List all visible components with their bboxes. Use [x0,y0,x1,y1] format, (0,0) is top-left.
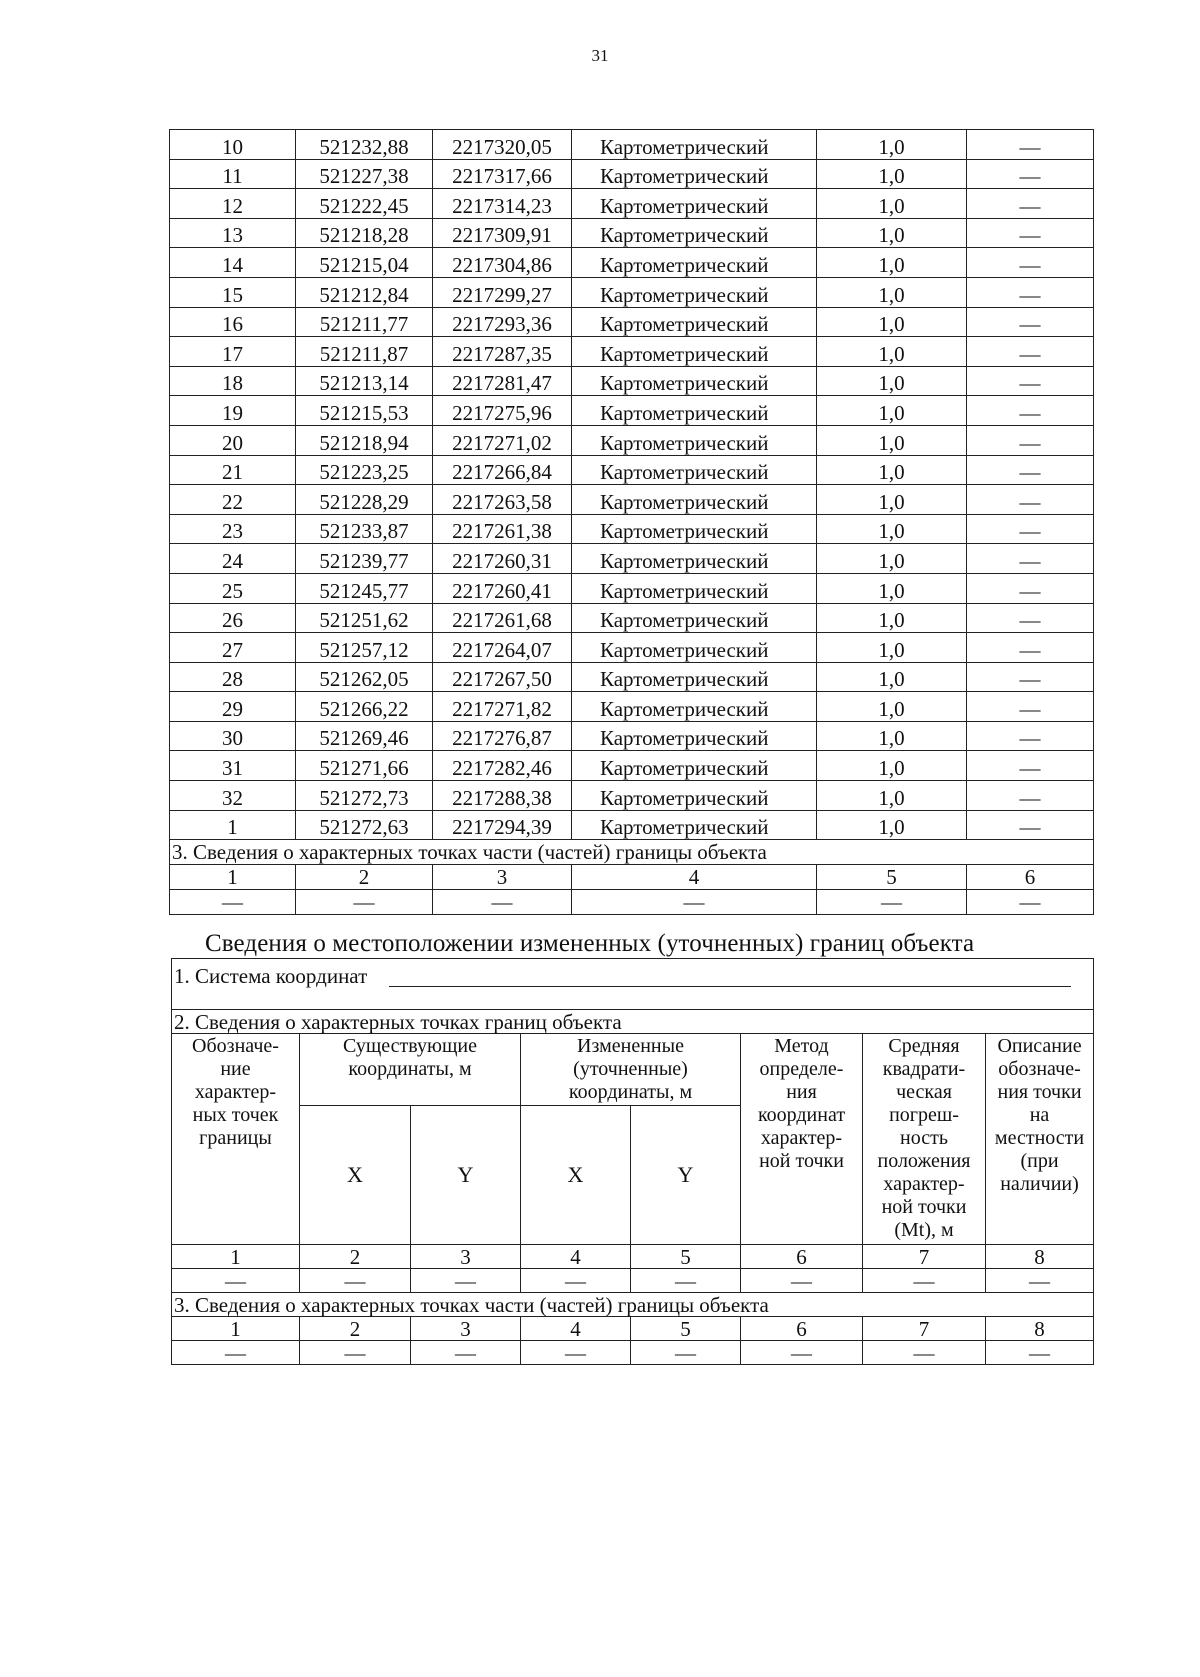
method-cell: Картометрический [572,248,817,278]
column-number-cell: 1 [170,865,296,890]
section3-column-numbers-row [172,1317,1094,1341]
error-cell: 1,0 [817,603,967,633]
x-coordinate-cell: 521257,12 [296,633,433,663]
empty-cell: — [411,1341,521,1365]
y-coordinate-cell: 2217271,02 [433,425,572,455]
changed-boundaries-table [171,958,1094,1365]
column-number-cell: 6 [741,1317,863,1341]
y-coordinate-cell: 2217314,23 [433,189,572,219]
table-row [170,366,1094,396]
point-number-cell: 14 [170,248,296,278]
x-coordinate-cell: 521272,73 [296,781,433,811]
method-cell: Картометрический [572,810,817,840]
column-numbers-row [172,1245,1094,1269]
method-cell: Картометрический [572,633,817,663]
empty-cell: — [863,1341,986,1365]
y-coordinate-cell: 2217293,36 [433,307,572,337]
error-cell: 1,0 [817,277,967,307]
column-number-cell: 3 [433,865,572,890]
method-cell: Картометрический [572,692,817,722]
table-row [170,633,1094,663]
x-coordinate-cell: 521212,84 [296,277,433,307]
table-row [170,455,1094,485]
y-coordinate-cell: 2217266,84 [433,455,572,485]
y-coordinate-cell: 2217304,86 [433,248,572,278]
x-coordinate-cell: 521269,46 [296,721,433,751]
x-coordinate-cell: 521218,28 [296,218,433,248]
point-number-cell: 15 [170,277,296,307]
x-coordinate-cell: 521218,94 [296,425,433,455]
y-coordinate-cell: 2217287,35 [433,337,572,367]
method-cell: Картометрический [572,603,817,633]
header-existing-x: X [300,1106,411,1245]
y-coordinate-cell: 2217260,31 [433,544,572,574]
description-cell: — [967,189,1094,219]
error-cell: 1,0 [817,485,967,515]
error-cell: 1,0 [817,189,967,219]
section3-title-row [172,1293,1094,1317]
method-cell: Картометрический [572,721,817,751]
method-cell: Картометрический [572,277,817,307]
y-coordinate-cell: 2217260,41 [433,573,572,603]
x-coordinate-cell: 521239,77 [296,544,433,574]
y-coordinate-cell: 2217275,96 [433,396,572,426]
method-cell: Картометрический [572,662,817,692]
coord-system-row [172,959,1094,988]
y-coordinate-cell: 2217264,07 [433,633,572,663]
description-cell: — [967,425,1094,455]
description-cell: — [967,603,1094,633]
point-number-cell: 24 [170,544,296,574]
point-number-cell: 22 [170,485,296,515]
x-coordinate-cell: 521215,53 [296,396,433,426]
point-number-cell: 18 [170,366,296,396]
empty-cell: — [572,890,817,915]
y-coordinate-cell: 2217281,47 [433,366,572,396]
table-row [170,307,1094,337]
column-number-cell: 2 [300,1245,411,1269]
table-row [170,810,1094,840]
column-number-cell: 5 [631,1245,741,1269]
method-cell: Картометрический [572,485,817,515]
y-coordinate-cell: 2217294,39 [433,810,572,840]
table-row [170,781,1094,811]
column-number-cell: 4 [521,1317,631,1341]
description-cell: — [967,366,1094,396]
header-changed-y: Y [631,1106,741,1245]
empty-cell: — [967,890,1094,915]
table-row [170,514,1094,544]
section3-empty-row [172,1341,1094,1365]
description-cell: — [967,751,1094,781]
column-number-cell: 7 [863,1245,986,1269]
point-number-cell: 23 [170,514,296,544]
column-number-cell: 1 [172,1317,300,1341]
table-row [170,248,1094,278]
coordinates-table [169,129,1094,915]
coord-system-value-line [389,968,1071,987]
header-designation: Обозначе- ние характер- ных точек границы [172,1034,300,1245]
empty-cell: — [300,1269,411,1293]
description-cell: — [967,514,1094,544]
table-row [170,485,1094,515]
method-cell: Картометрический [572,455,817,485]
section3-title: 3. Сведения о характерных точках части (частей) границы объекта [172,1293,1094,1317]
column-number-cell: 6 [967,865,1094,890]
x-coordinate-cell: 521251,62 [296,603,433,633]
method-cell: Картометрический [572,544,817,574]
y-coordinate-cell: 2217261,38 [433,514,572,544]
x-coordinate-cell: 521211,87 [296,337,433,367]
description-cell: — [967,455,1094,485]
description-cell: — [967,396,1094,426]
y-coordinate-cell: 2217276,87 [433,721,572,751]
error-cell: 1,0 [817,425,967,455]
empty-cell: — [521,1341,631,1365]
x-coordinate-cell: 521228,29 [296,485,433,515]
empty-cell: — [863,1269,986,1293]
header-description: Описание обозначе- ния точки на местности (при наличии) [986,1034,1094,1245]
point-number-cell: 16 [170,307,296,337]
empty-cell: — [521,1269,631,1293]
y-coordinate-cell: 2217282,46 [433,751,572,781]
y-coordinate-cell: 2217320,05 [433,130,572,160]
empty-cell: — [172,1269,300,1293]
table-row [170,159,1094,189]
error-cell: 1,0 [817,130,967,160]
y-coordinate-cell: 2217263,58 [433,485,572,515]
coord-system-label: 1. Система координат [174,964,368,988]
column-number-cell: 7 [863,1317,986,1341]
error-cell: 1,0 [817,307,967,337]
method-cell: Картометрический [572,514,817,544]
method-cell: Картометрический [572,396,817,426]
section2-title: 2. Сведения о характерных точках границ объекта [172,1010,1094,1034]
header-row-1 [172,1034,1094,1106]
blank-row [172,987,1094,1010]
error-cell: 1,0 [817,721,967,751]
point-number-cell: 31 [170,751,296,781]
method-cell: Картометрический [572,307,817,337]
x-coordinate-cell: 521222,45 [296,189,433,219]
error-cell: 1,0 [817,751,967,781]
method-cell: Картометрический [572,751,817,781]
point-number-cell: 26 [170,603,296,633]
empty-cell: — [170,890,296,915]
x-coordinate-cell: 521227,38 [296,159,433,189]
x-coordinate-cell: 521266,22 [296,692,433,722]
empty-cell: — [631,1269,741,1293]
table-row [170,721,1094,751]
empty-cell: — [741,1341,863,1365]
header-changed-x: X [521,1106,631,1245]
method-cell: Картометрический [572,366,817,396]
point-number-cell: 1 [170,810,296,840]
y-coordinate-cell: 2217267,50 [433,662,572,692]
method-cell: Картометрический [572,130,817,160]
error-cell: 1,0 [817,218,967,248]
error-cell: 1,0 [817,662,967,692]
x-coordinate-cell: 521271,66 [296,751,433,781]
x-coordinate-cell: 521223,25 [296,455,433,485]
y-coordinate-cell: 2217317,66 [433,159,572,189]
description-cell: — [967,544,1094,574]
column-number-cell: 5 [631,1317,741,1341]
description-cell: — [967,277,1094,307]
column-number-cell: 6 [741,1245,863,1269]
error-cell: 1,0 [817,514,967,544]
section3-title-row [170,840,1094,865]
point-number-cell: 21 [170,455,296,485]
error-cell: 1,0 [817,337,967,367]
method-cell: Картометрический [572,781,817,811]
column-number-cell: 8 [986,1245,1094,1269]
y-coordinate-cell: 2217261,68 [433,603,572,633]
method-cell: Картометрический [572,573,817,603]
description-cell: — [967,662,1094,692]
x-coordinate-cell: 521262,05 [296,662,433,692]
method-cell: Картометрический [572,189,817,219]
point-number-cell: 11 [170,159,296,189]
x-coordinate-cell: 521211,77 [296,307,433,337]
column-number-cell: 8 [986,1317,1094,1341]
method-cell: Картометрический [572,159,817,189]
x-coordinate-cell: 521213,14 [296,366,433,396]
empty-cell: — [433,890,572,915]
description-cell: — [967,485,1094,515]
empty-cell: — [296,890,433,915]
description-cell: — [967,337,1094,367]
column-number-cell: 2 [300,1317,411,1341]
x-coordinate-cell: 521245,77 [296,573,433,603]
table-row [170,396,1094,426]
empty-cell: — [300,1341,411,1365]
column-number-cell: 5 [817,865,967,890]
description-cell: — [967,307,1094,337]
description-cell: — [967,130,1094,160]
description-cell: — [967,248,1094,278]
point-number-cell: 29 [170,692,296,722]
description-cell: — [967,692,1094,722]
point-number-cell: 32 [170,781,296,811]
table-row [170,692,1094,722]
error-cell: 1,0 [817,159,967,189]
error-cell: 1,0 [817,573,967,603]
column-number-cell: 3 [411,1317,521,1341]
table-row [170,751,1094,781]
point-number-cell: 30 [170,721,296,751]
empty-cell: — [986,1341,1094,1365]
empty-cell: — [411,1269,521,1293]
table-row [170,425,1094,455]
point-number-cell: 17 [170,337,296,367]
point-number-cell: 25 [170,573,296,603]
point-number-cell: 12 [170,189,296,219]
column-number-cell: 3 [411,1245,521,1269]
table-row [170,603,1094,633]
method-cell: Картометрический [572,337,817,367]
method-cell: Картометрический [572,425,817,455]
y-coordinate-cell: 2217288,38 [433,781,572,811]
x-coordinate-cell: 521232,88 [296,130,433,160]
table-row [170,277,1094,307]
error-cell: 1,0 [817,396,967,426]
header-error: Средняя квадрати- ческая погреш- ность положения характер- ной точки (Mt), м [863,1034,986,1245]
error-cell: 1,0 [817,544,967,574]
section3-column-numbers-row [170,865,1094,890]
section-heading: Сведения о местоположении измененных (уточненных) границ объекта [205,930,975,957]
table-row [170,130,1094,160]
table-row [170,573,1094,603]
point-number-cell: 10 [170,130,296,160]
description-cell: — [967,781,1094,811]
y-coordinate-cell: 2217309,91 [433,218,572,248]
point-number-cell: 19 [170,396,296,426]
section3-empty-row [170,890,1094,915]
column-number-cell: 1 [172,1245,300,1269]
error-cell: 1,0 [817,366,967,396]
point-number-cell: 28 [170,662,296,692]
x-coordinate-cell: 521215,04 [296,248,433,278]
header-existing-y: Y [411,1106,521,1245]
point-number-cell: 27 [170,633,296,663]
header-changed-coords: Измененные (уточненные) координаты, м [521,1034,741,1106]
error-cell: 1,0 [817,455,967,485]
error-cell: 1,0 [817,692,967,722]
error-cell: 1,0 [817,810,967,840]
empty-data-row [172,1269,1094,1293]
table-row [170,662,1094,692]
description-cell: — [967,573,1094,603]
header-method: Метод определе- ния координат характер- ной точки [741,1034,863,1245]
point-number-cell: 13 [170,218,296,248]
empty-cell: — [631,1341,741,1365]
empty-cell: — [817,890,967,915]
table-row [170,218,1094,248]
table-row [170,544,1094,574]
page-number: 31 [591,46,609,65]
description-cell: — [967,218,1094,248]
method-cell: Картометрический [572,218,817,248]
description-cell: — [967,721,1094,751]
x-coordinate-cell: 521272,63 [296,810,433,840]
error-cell: 1,0 [817,781,967,811]
section3-title: 3. Сведения о характерных точках части (частей) границы объекта [170,840,1094,865]
column-number-cell: 4 [572,865,817,890]
header-existing-coords: Существующие координаты, м [300,1034,521,1106]
description-cell: — [967,159,1094,189]
empty-cell: — [172,1341,300,1365]
table-row [170,189,1094,219]
point-number-cell: 20 [170,425,296,455]
column-number-cell: 2 [296,865,433,890]
y-coordinate-cell: 2217299,27 [433,277,572,307]
table-row [170,337,1094,367]
section2-title-row [172,1010,1094,1034]
y-coordinate-cell: 2217271,82 [433,692,572,722]
error-cell: 1,0 [817,633,967,663]
description-cell: — [967,810,1094,840]
empty-cell: — [986,1269,1094,1293]
column-number-cell: 4 [521,1245,631,1269]
error-cell: 1,0 [817,248,967,278]
description-cell: — [967,633,1094,663]
empty-cell: — [741,1269,863,1293]
x-coordinate-cell: 521233,87 [296,514,433,544]
